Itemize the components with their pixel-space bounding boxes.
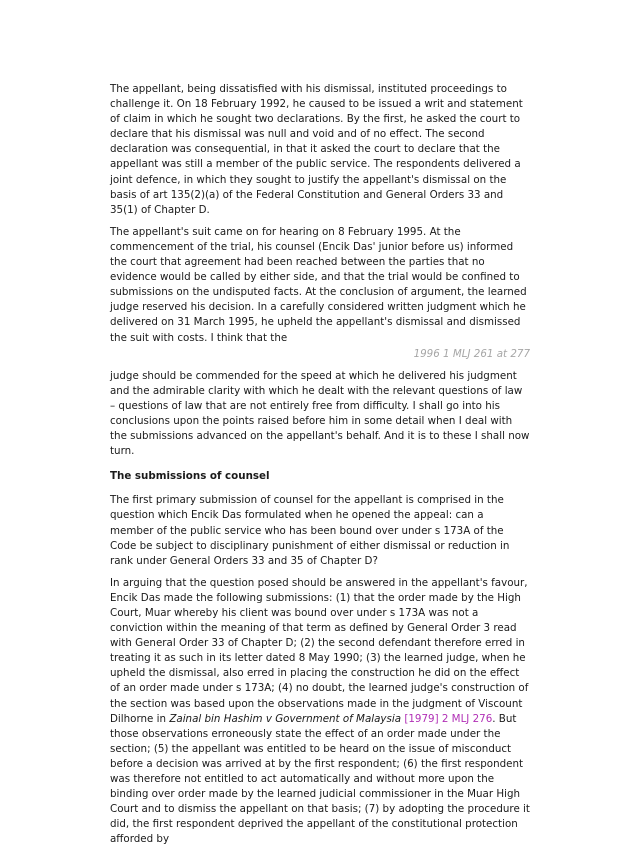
section-heading: The submissions of counsel: [110, 470, 270, 483]
paragraph-submissions-list: [110, 576, 530, 848]
submissions-text-end: . But those observations erroneously state the effect of an order made under the section; (5) the appellant was entitled to be heard on the issue of misconduct before a decision was arrived at by the first respondent; (6) the first respondent was therefore not entitled to act automatically and without more upon the binding over order made by the learned judicial commissioner in the Muar High Court and to dismiss the appellant on that basis; (7) by adopting the procedure it did, the first respondent deprived the appellant of the constitutional protection afforded by: [110, 712, 530, 846]
judgment-text: [110, 82, 530, 855]
case-citation-link[interactable]: [1979] 2 MLJ 276: [404, 712, 493, 725]
paragraph-first-submission: The first primary submission of counsel for the appellant is comprised in the question which Encik Das formulated when he opened the appeal: can a member of the public service who has been bound over under s 173A of the Code be subject to disciplinary punishment of either dismissal or reduction in rank under General Orders 33 and 35 of Chapter D?: [110, 494, 510, 567]
page-citation-marker: 1996 1 MLJ 261 at 277: [413, 347, 530, 360]
submissions-text-start: In arguing that the question posed should be answered in the appellant's favour, Encik Das made the following submissions: (1) that the order made by the High Court, Muar whereby his client was bound over under s 173A was not a conviction within the meaning of that term as defined by General Order 3 read with General Order 33 of Chapter D; (2) the second defendant therefore erred in treating it as such in its letter dated 8 May 1990; (3) the learned judge, when he upheld the dismissal, also erred in placing the construction he did on the effect of an order made under s 173A; (4) no doubt, the learned judge's construction of the section was based upon the observations made in the judgment of Viscount Dilhorne in: [110, 576, 529, 725]
paragraph-hearing: The appellant's suit came on for hearing on 8 February 1995. At the commencement of the trial, his counsel (Encik Das' junior before us) informed the court that agreement had been reached between the parties that no evidence would be called by either side, and that the trial would be confined to submissions on the undisputed facts. At the conclusion of argument, the learned judge reserved his decision. In a carefully considered written judgment which he delivered on 31 March 1995, he upheld the appellant's dismissal and dismissed the suit with costs. I think that the: [110, 225, 527, 344]
case-name: Zainal bin Hashim v Government of Malaysia: [169, 712, 402, 725]
paragraph-judge-commended: judge should be commended for the speed at which he delivered his judgment and the admirable clarity with which he dealt with the relevant questions of law – questions of law that are not entirely free from difficulty. I shall go into his conclusions upon the points raised before him in some detail when I deal with the submissions advanced on the appellant's behalf. And it is to these I shall now turn.: [110, 369, 530, 458]
paragraph-dismissal-proceedings: The appellant, being dissatisfied with his dismissal, instituted proceedings to challenge it. On 18 February 1992, he caused to be issued a writ and statement of claim in which he sought two declarations. By the first, he asked the court to declare that his dismissal was null and void and of no effect. The second declaration was consequential, in that it asked the court to declare that the appellant was still a member of the public service. The respondents delivered a joint defence, in which they sought to justify the appellant's dismissal on the basis of art 135(2)(a) of the Federal Constitution and General Orders 33 and 35(1) of Chapter D.: [110, 83, 523, 216]
